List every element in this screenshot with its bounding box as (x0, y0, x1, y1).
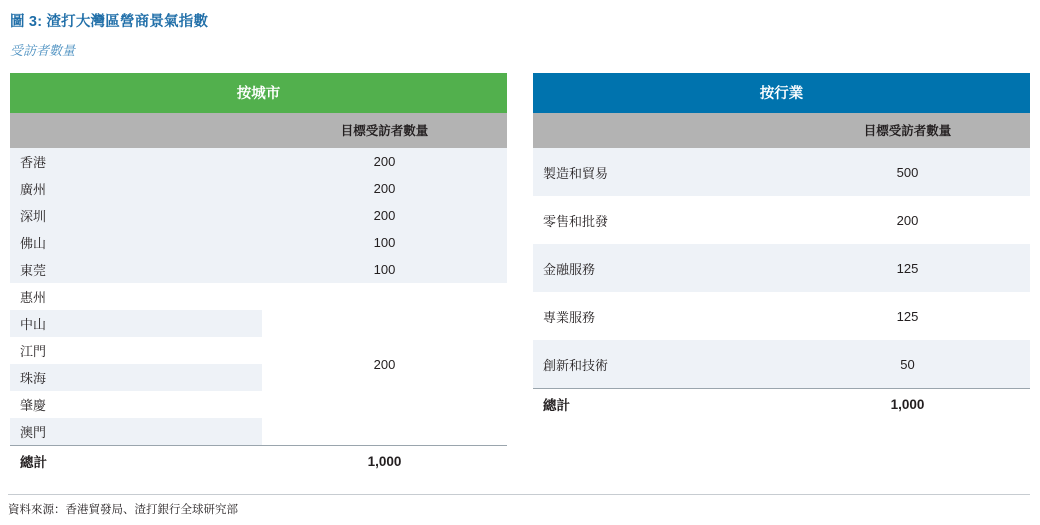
industry-value: 50 (785, 340, 1030, 389)
industry-total-row (533, 389, 1030, 420)
city-label: 東莞 (10, 256, 262, 283)
city-table-header-row (10, 73, 507, 113)
city-table (10, 73, 507, 476)
industry-label: 金融服務 (533, 244, 785, 292)
city-label: 深圳 (10, 202, 262, 229)
table-row (10, 148, 507, 175)
source-note: 資料來源：香港貿發局、渣打銀行全球研究部 (8, 494, 1030, 517)
city-label: 珠海 (10, 364, 262, 391)
industry-table-subheader-row (533, 113, 1030, 148)
industry-value: 500 (785, 148, 1030, 196)
city-value: 200 (262, 175, 507, 202)
industry-label: 創新和技術 (533, 340, 785, 389)
city-label: 中山 (10, 310, 262, 337)
table-row (533, 244, 1030, 292)
table-row (10, 175, 507, 202)
city-total-value: 1,000 (262, 446, 507, 477)
industry-label: 專業服務 (533, 292, 785, 340)
industry-value: 125 (785, 292, 1030, 340)
city-value: 200 (262, 148, 507, 175)
industry-label: 製造和貿易 (533, 148, 785, 196)
industry-table-value-header: 目標受訪者數量 (785, 113, 1030, 148)
city-label: 廣州 (10, 175, 262, 202)
city-value: 200 (262, 202, 507, 229)
industry-label: 零售和批發 (533, 196, 785, 244)
industry-value: 200 (785, 196, 1030, 244)
city-label: 江門 (10, 337, 262, 364)
industry-total-label: 總計 (533, 389, 785, 420)
table-row (10, 256, 507, 283)
figure-subtitle: 受訪者數量 (10, 43, 76, 58)
industry-table (533, 73, 1030, 419)
city-total-label: 總計 (10, 446, 262, 477)
table-row (533, 148, 1030, 196)
industry-total-value: 1,000 (785, 389, 1030, 420)
table-row (10, 202, 507, 229)
city-label: 肇慶 (10, 391, 262, 418)
table-row (533, 196, 1030, 244)
industry-table-header: 按行業 (533, 73, 1030, 113)
city-table-value-header: 目標受訪者數量 (262, 113, 507, 148)
table-row (533, 292, 1030, 340)
tables-row (8, 73, 1032, 476)
city-value: 100 (262, 256, 507, 283)
city-label: 澳門 (10, 418, 262, 446)
city-label: 惠州 (10, 283, 262, 310)
city-grouped-value: 200 (262, 283, 507, 446)
city-table-subheader-blank (10, 113, 262, 148)
city-table-header: 按城市 (10, 73, 507, 113)
industry-value: 125 (785, 244, 1030, 292)
city-total-row (10, 446, 507, 477)
table-row (533, 340, 1030, 389)
industry-table-header-row (533, 73, 1030, 113)
city-label: 香港 (10, 148, 262, 175)
city-table-subheader-row (10, 113, 507, 148)
figure-title: 圖 3: 渣打大灣區營商景氣指數 (10, 14, 209, 30)
city-label: 佛山 (10, 229, 262, 256)
city-value: 100 (262, 229, 507, 256)
table-row (10, 229, 507, 256)
industry-table-subheader-blank (533, 113, 785, 148)
table-row (10, 283, 507, 310)
